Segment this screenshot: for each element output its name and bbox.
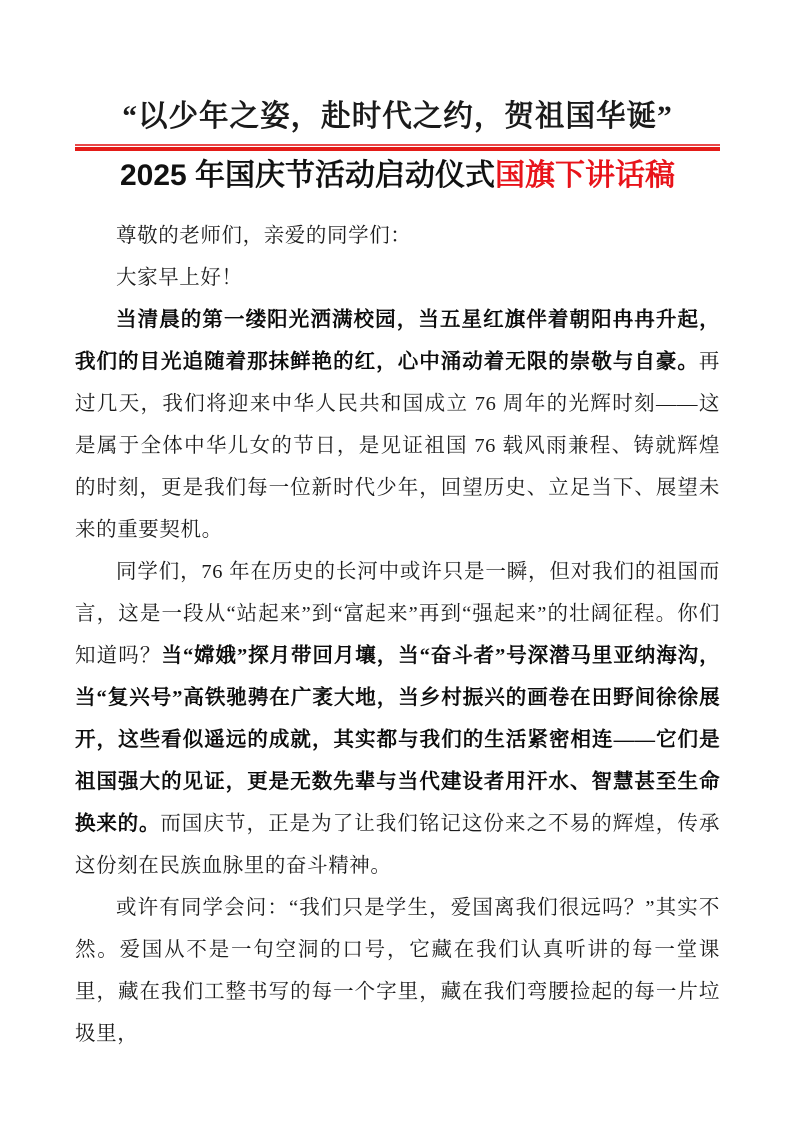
text-run: 尊敬的老师们，亲爱的同学们：	[116, 225, 412, 247]
document-content	[75, 0, 720, 1055]
document-title-subtitle: “以少年之姿，赴时代之约，贺祖国华诞”	[122, 100, 673, 133]
text-run: 同学们，76 年在历史的长河中或许只是一瞬，但对我们的祖国而言，这是一段从“站起来”到“富起来”再到“强起来”的壮阔征程。你们知道吗？	[75, 561, 720, 667]
text-run-bold: 当“嫦娥”探月带回月壤，当“奋斗者”号深潜马里亚纳海沟，当“复兴号”高铁驰骋在广袤大地，当乡村振兴的画卷在田野间徐徐展开，这些看似遥远的成就，其实都与我们的生活紧密相连——它们是祖国强大的见证，更是无数先辈与当代建设者用汗水、智慧甚至生命换来的。	[75, 645, 720, 835]
title-divider-rule	[75, 144, 720, 151]
text-run: 或许有同学会问：“我们只是学生，爱国离我们很远吗？”其实不然。爱国从不是一句空洞的口号，它藏在我们认真听讲的每一堂课里，藏在我们工整书写的每一个字里，藏在我们弯腰捡起的每一片垃圾里，	[75, 897, 720, 1045]
text-run-bold: 当清晨的第一缕阳光洒满校园，当五星红旗伴着朝阳冉冉升起，我们的目光追随着那抹鲜艳的红，心中涌动着无限的崇敬与自豪。	[75, 309, 720, 373]
text-run: 而国庆节，正是为了让我们铭记这份来之不易的辉煌，传承这份刻在民族血脉里的奋斗精神。	[75, 813, 720, 877]
document-title-main-red: 国旗下讲话稿	[495, 159, 676, 192]
document-title-main-black: 2025 年国庆节活动启动仪式	[119, 159, 496, 192]
document-title-main	[75, 151, 720, 198]
paragraph-para-3	[75, 887, 720, 1055]
text-run: 大家早上好！	[116, 267, 243, 289]
paragraph-greeting	[75, 257, 720, 299]
paragraph-para-1	[75, 299, 720, 551]
paragraph-para-2	[75, 551, 720, 887]
document-body	[75, 215, 720, 1055]
paragraph-salutation	[75, 215, 720, 257]
text-run: 再过几天，我们将迎来中华人民共和国成立 76 周年的光辉时刻——这是属于全体中华儿女的节日，是见证祖国 76 载风雨兼程、铸就辉煌的时刻，更是我们每一位新时代少年，回望历史、立足当下、展望未来的重要契机。	[75, 351, 720, 541]
